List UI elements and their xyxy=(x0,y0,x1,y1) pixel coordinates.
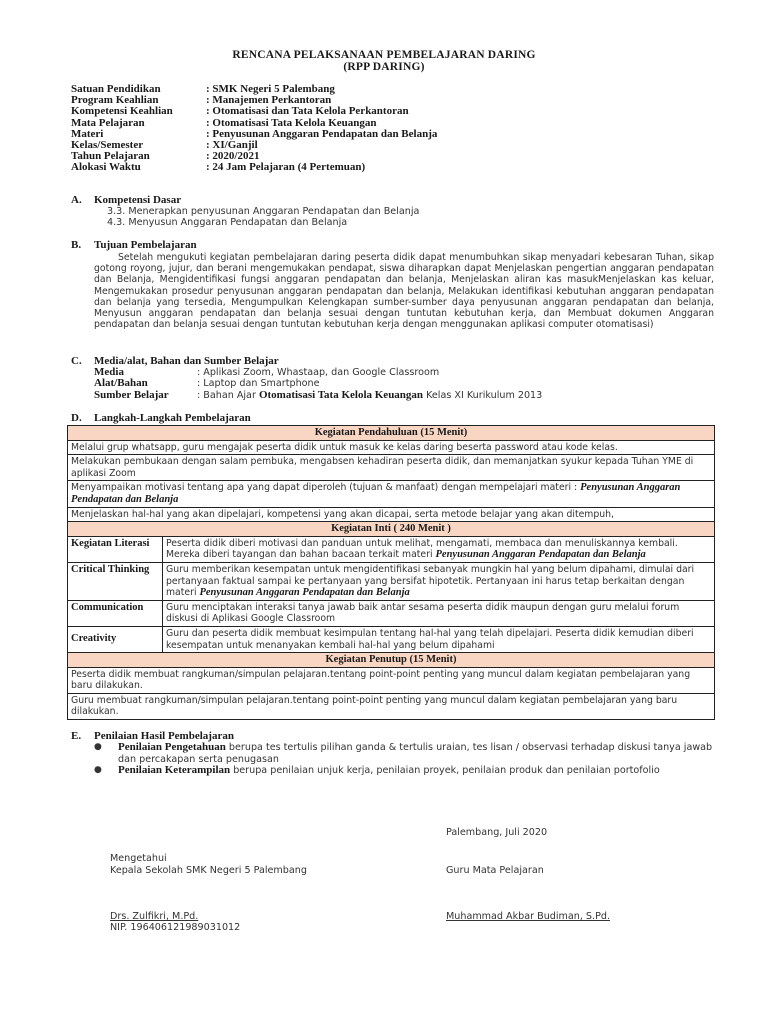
mengetahui-label: Mengetahui xyxy=(110,853,167,864)
section-c-heading: C. Media/alat, Bahan dan Sumber Belajar xyxy=(71,355,279,367)
kepala-nip: NIP. 196406121989031012 xyxy=(110,922,241,933)
media-row: Media : Aplikasi Zoom, Whastaap, dan Google Classroom xyxy=(94,366,440,378)
kepala-name: Drs. Zulfikri, M.Pd. xyxy=(110,911,199,922)
identity-row: Alokasi Waktu : 24 Jam Pelajaran (4 Pertemuan) xyxy=(71,161,366,174)
identity-row: Mata Pelajaran : Otomatisasi Tata Kelola Keuangan xyxy=(71,116,377,129)
list-item: ● Penilaian Pengetahuan berupa tes tertulis pilihan ganda & tertulis uraian, tes lisan / observasi terhadap diskusi tanya jawab dan percakapan serta penugasan xyxy=(94,741,713,765)
penilaian-list xyxy=(94,742,716,777)
critical-text: Guru memberikan kesempatan untuk mengidentifikasi sebanyak mungkin hal yang belum dipahami, dimulai dari pertanyaan faktual sampai ke pertanyaan yang bersifat hipotetik. Pertanyaan ini harus tetap berkaitan dengan materi Penyusunan Anggaran Pendapatan dan Belanja xyxy=(163,562,715,600)
list-item: ● Penilaian Keterampilan berupa penilaian unjuk kerja, penilaian proyek, penilaian produk dan penilaian portofolio xyxy=(94,764,660,776)
langkah-table xyxy=(67,425,715,720)
kepala-title: Kepala Sekolah SMK Negeri 5 Palembang xyxy=(110,865,307,876)
identity-row: Program Keahlian : Manajemen Perkantoran xyxy=(71,94,332,107)
communication-label: Communication xyxy=(68,600,163,626)
sumber-row: Sumber Belajar : Bahan Ajar Otomatisasi Tata Kelola Keuangan Kelas XI Kurikulum 2013 xyxy=(94,388,543,401)
critical-label: Critical Thinking xyxy=(68,562,163,600)
kd-item: 4.3. Menyusun Anggaran Pendapatan dan Belanja xyxy=(107,217,348,228)
section-e-heading: E. Penilaian Hasil Pembelajaran xyxy=(71,730,234,742)
guru-name: Muhammad Akbar Budiman, S.Pd. xyxy=(446,911,610,922)
identity-row: Materi : Penyusunan Anggaran Pendapatan dan Belanja xyxy=(71,127,438,140)
doc-title: RENCANA PELAKSANAAN PEMBELAJARAN DARING xyxy=(232,49,536,61)
place-date: Palembang, Juli 2020 xyxy=(446,827,548,838)
identity-row: Kompetensi Keahlian : Otomatisasi dan Tata Kelola Perkantoran xyxy=(71,105,409,118)
table-row: Peserta didik membuat rangkuman/simpulan pelajaran.tentang point-point penting yang muncul dalam kegiatan pembelajaran yang baru dilakukan. xyxy=(68,667,715,693)
bullet-icon: ● xyxy=(94,765,102,775)
alat-row: Alat/Bahan : Laptop dan Smartphone xyxy=(94,377,320,390)
section-a-heading: A. Kompetensi Dasar xyxy=(71,194,182,206)
penutup-header: Kegiatan Penutup (15 Menit) xyxy=(68,653,715,668)
identity-row: Tahun Pelajaran : 2020/2021 xyxy=(71,150,260,163)
section-b-heading: B. Tujuan Pembelajaran xyxy=(71,239,197,251)
communication-text: Guru menciptakan interaksi tanya jawab baik antar sesama peserta didik maupun dengan guru melalui forum diskusi di Aplikasi Google Classroom xyxy=(163,600,715,626)
table-row: Guru membuat rangkuman/simpulan pelajaran.tentang point-point penting yang muncul dalam kegiatan pembelajaran yang baru dilakukan. xyxy=(68,693,715,719)
identity-block xyxy=(71,84,437,174)
identity-row: Satuan Pendidikan : SMK Negeri 5 Palembang xyxy=(71,83,335,95)
literasi-text: Peserta didik diberi motivasi dan panduan untuk melihat, mengamati, membaca dan menuliskannya kembali. Mereka diberi tayangan dan bahan bacaan terkait materi Penyusunan Anggaran Pendapatan dan Belanja xyxy=(163,536,715,562)
kd-item: 3.3. Menerapkan penyusunan Anggaran Pendapatan dan Belanja xyxy=(107,206,420,217)
identity-row: Kelas/Semester : XI/Ganjil xyxy=(71,138,258,151)
table-row: Menjelaskan hal-hal yang akan dipelajari, kompetensi yang akan dicapai, serta metode belajar yang akan ditempuh, xyxy=(68,507,715,522)
table-row: Melakukan pembukaan dengan salam pembuka, mengabsen kehadiran peserta didik, dan memanjatkan syukur kepada Tuhan YME di aplikasi Zoom xyxy=(68,455,715,481)
creativity-text: Guru dan peserta didik membuat kesimpulan tentang hal-hal yang telah dipelajari. Peserta didik kemudian diberi kesempatan untuk menanyakan kembali hal-hal yang belum dipahami xyxy=(163,626,715,652)
table-row: Menyampaikan motivasi tentang apa yang dapat diperoleh (tujuan & manfaat) dengan mempelajari materi : Penyusunan Anggaran Pendapatan dan Belanja xyxy=(68,481,715,507)
pendahuluan-header: Kegiatan Pendahuluan (15 Menit) xyxy=(68,426,715,441)
doc-subtitle: (RPP DARING) xyxy=(343,61,425,73)
literasi-label: Kegiatan Literasi xyxy=(68,536,163,562)
guru-title: Guru Mata Pelajaran xyxy=(446,865,544,876)
inti-header: Kegiatan Inti ( 240 Menit ) xyxy=(68,522,715,537)
media-block xyxy=(94,367,542,401)
table-row: Melalui grup whatsapp, guru mengajak peserta didik untuk masuk ke kelas daring beserta password atau kode kelas. xyxy=(68,440,715,455)
tujuan-paragraph: Setelah mengukuti kegiatan pembelajaran daring peserta didik dapat menumbuhkan sikap menyadari kebesaran Tuhan, sikap gotong royong, jujur, dan berani mengemukakan pendapat, siswa diharapkan dapat Menjelaskan pengertian anggaran pendapatan dan Belanja, Mengidentifikasi fungsi anggaran pendapatan dan belanja, Menjelaskan aliran kas masukMenjelaskan kas keluar, Mengemukakan prosedur penyusunan anggaran pendapatan dan belanja, Melakukan identifikasi kebutuhan anggaran pendapatan dan belanja yang tersedia, Mengumpulkan Kelengkapan sumber-sumber daya penyusunan anggaran pendapatan dan belanja, Menyusun anggaran pendapatan dan belanja sesuai dengan tuntutan kebutuhan kerja, dan Membuat dokumen Anggaran pendapatan dan belanja sesuai dengan tuntutan kebutuhan kerja dengan menggunakan aplikasi computer otomatisasi) xyxy=(94,252,714,331)
bullet-icon: ● xyxy=(94,742,102,752)
section-d-heading: D. Langkah-Langkah Pembelajaran xyxy=(71,412,251,424)
creativity-label: Creativity xyxy=(68,626,163,652)
